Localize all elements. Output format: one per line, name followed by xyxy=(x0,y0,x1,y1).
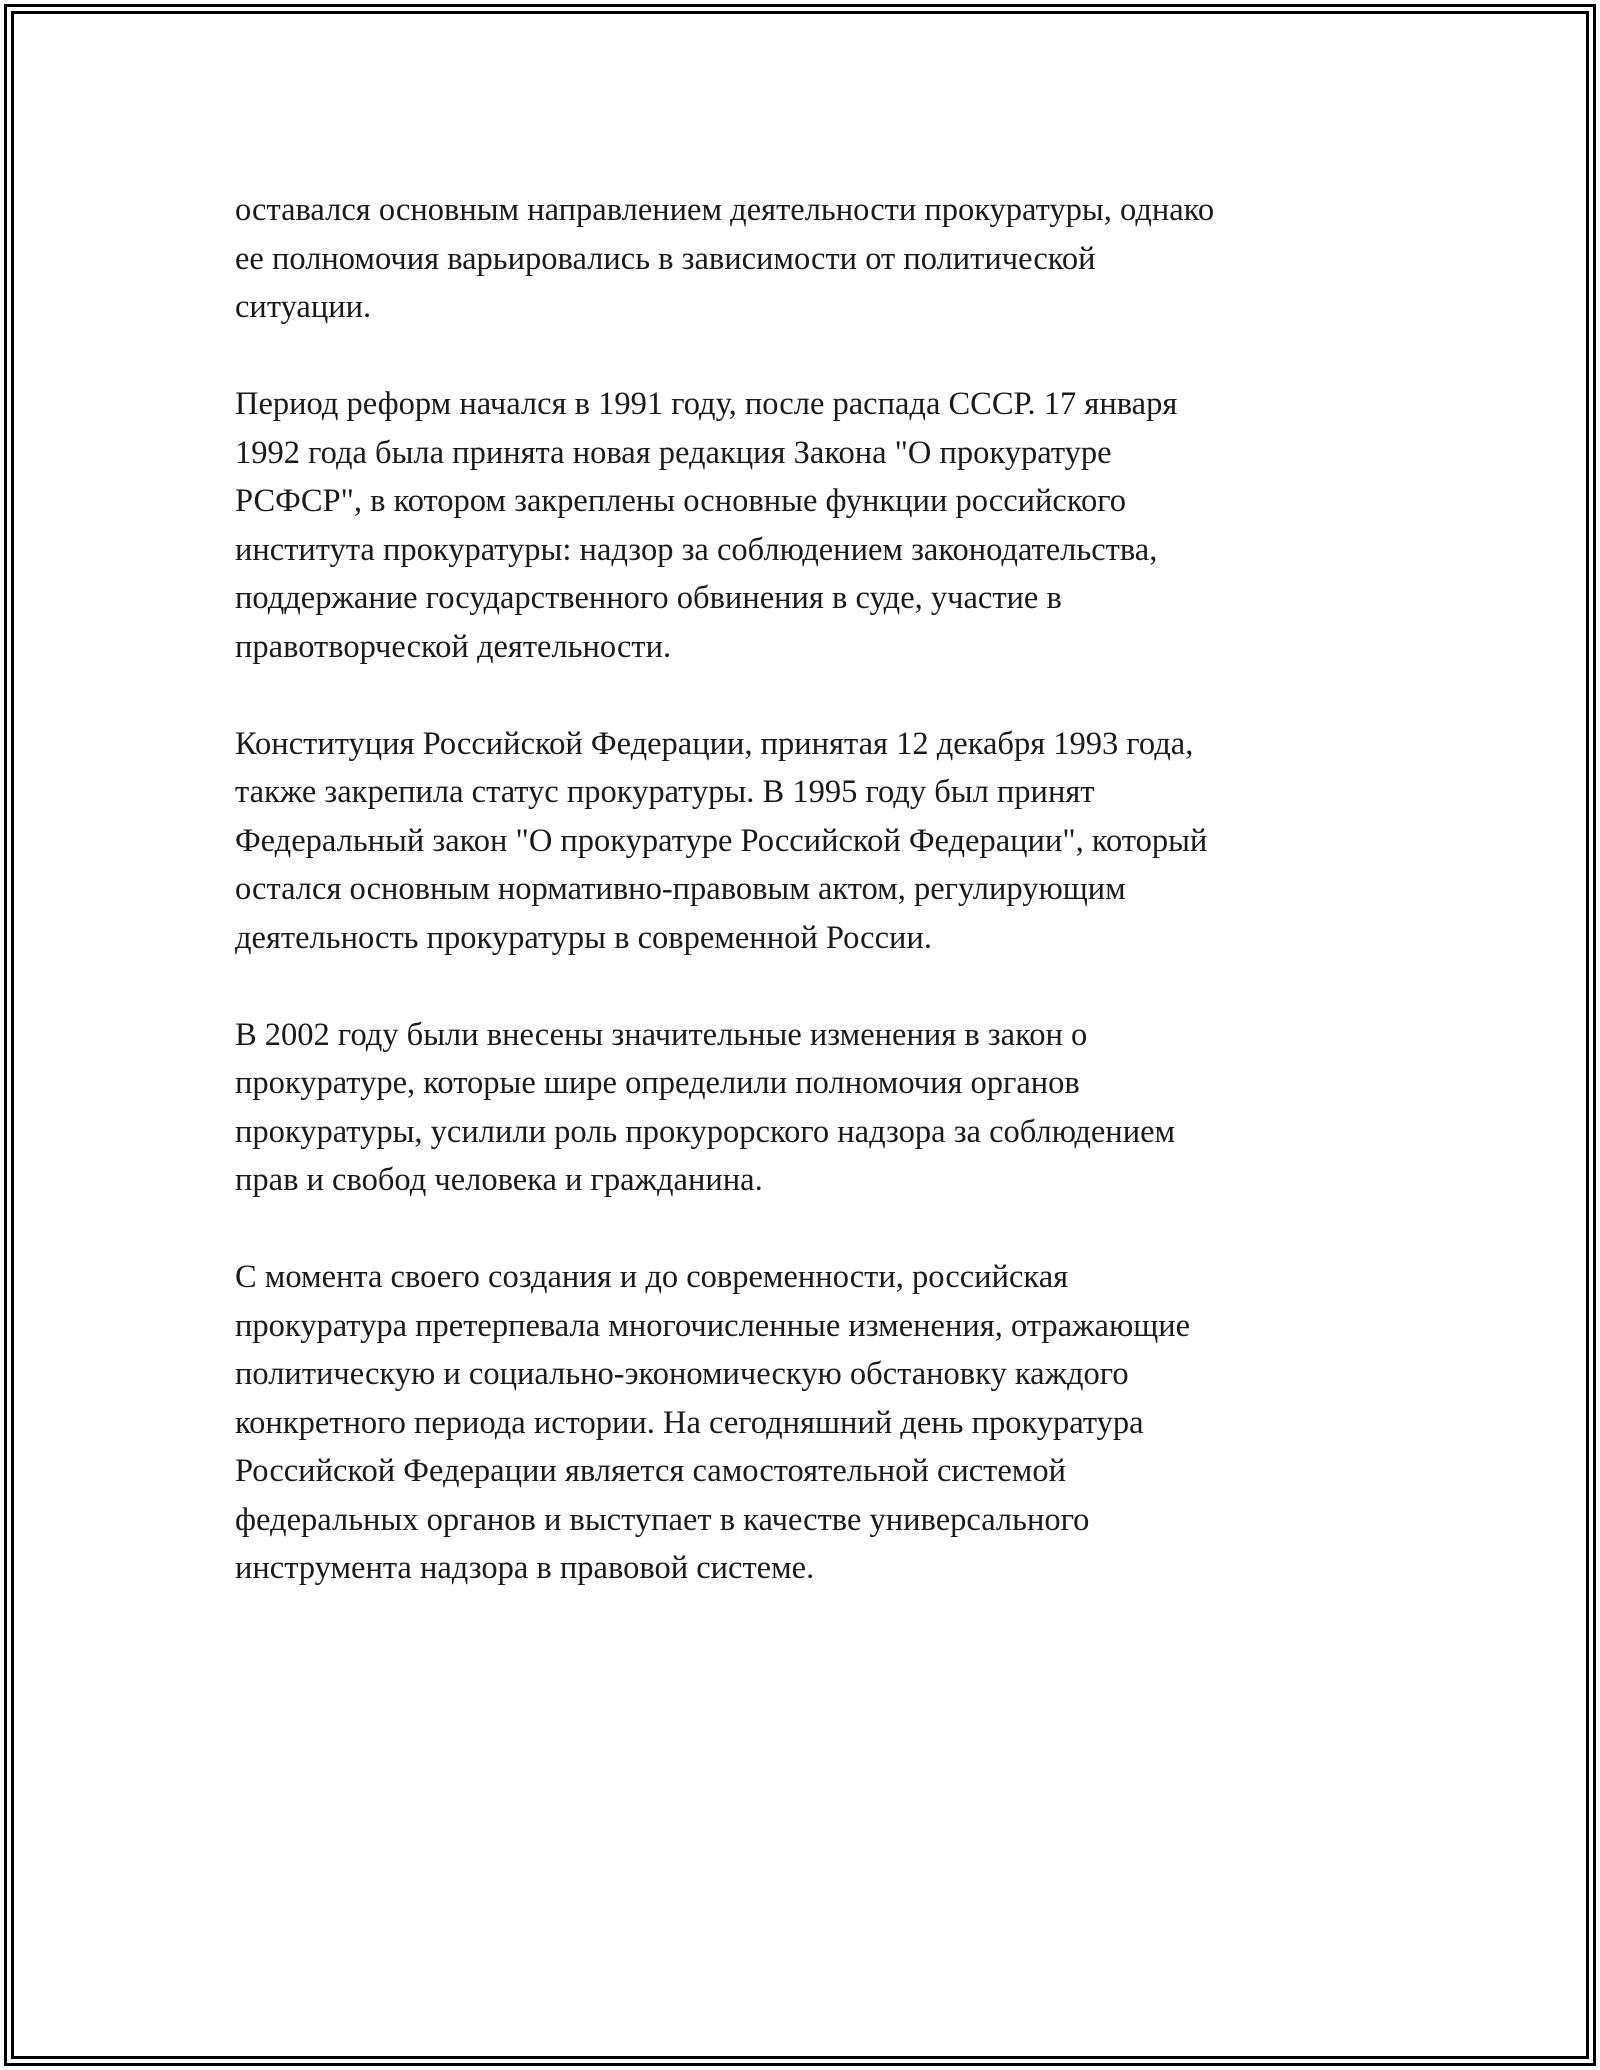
text-line: РСФСР", в котором закреплены основные функции российского xyxy=(235,483,1127,519)
text-line: В 2002 году были внесены значительные изменения в закон о xyxy=(235,1016,1088,1053)
text-line: Федеральный закон "О прокуратуре Российской Федерации", который xyxy=(235,822,1208,859)
text-line: Конституция Российской Федерации, принятая 12 декабря 1993 года, xyxy=(235,725,1194,762)
text-line: ее полномочия варьировались в зависимости от политической xyxy=(235,240,1096,277)
text-line: прав и свобод человека и гражданина. xyxy=(235,1162,763,1198)
paragraph-3 xyxy=(235,720,1365,963)
paragraph-1 xyxy=(235,186,1365,332)
text-line: прокуратура претерпевала многочисленные изменения, отражающие xyxy=(235,1307,1191,1344)
document-body xyxy=(235,186,1365,1641)
text-line: С момента своего создания и до современности, российская xyxy=(235,1259,1069,1295)
text-line: прокуратуре, которые шире определили полномочия органов xyxy=(235,1065,1080,1101)
text-line: федеральных органов и выступает в качестве универсального xyxy=(235,1501,1090,1538)
paragraph-4 xyxy=(235,1011,1365,1205)
text-line: прокуратуры, усилили роль прокурорского надзора за соблюдением xyxy=(235,1113,1176,1150)
text-line: инструмента надзора в правовой системе. xyxy=(235,1550,815,1586)
text-line: института прокуратуры: надзор за соблюдением законодательства, xyxy=(235,531,1158,568)
paragraph-5 xyxy=(235,1253,1365,1593)
text-line: остался основным нормативно-правовым актом, регулирующим xyxy=(235,871,1126,907)
text-line: политическую и социально-экономическую обстановку каждого xyxy=(235,1356,1129,1392)
text-line: также закрепила статус прокуратуры. В 1995 году был принят xyxy=(235,774,1095,810)
text-line: оставался основным направлением деятельности прокуратуры, однако xyxy=(235,192,1215,228)
text-line: Российской Федерации является самостоятельной системой xyxy=(235,1453,1067,1489)
text-line: поддержание государственного обвинения в суде, участие в xyxy=(235,580,1062,616)
text-line: деятельность прокуратуры в современной России. xyxy=(235,919,932,956)
text-line: Период реформ начался в 1991 году, после распада СССР. 17 января xyxy=(235,386,1178,422)
text-line: конкретного периода истории. На сегодняшний день прокуратура xyxy=(235,1404,1144,1441)
paragraph-2 xyxy=(235,380,1365,671)
text-line: 1992 года была принята новая редакция Закона "О прокуратуре xyxy=(235,434,1112,471)
text-line: ситуации. xyxy=(235,289,372,325)
text-line: правотворческой деятельности. xyxy=(235,628,672,665)
